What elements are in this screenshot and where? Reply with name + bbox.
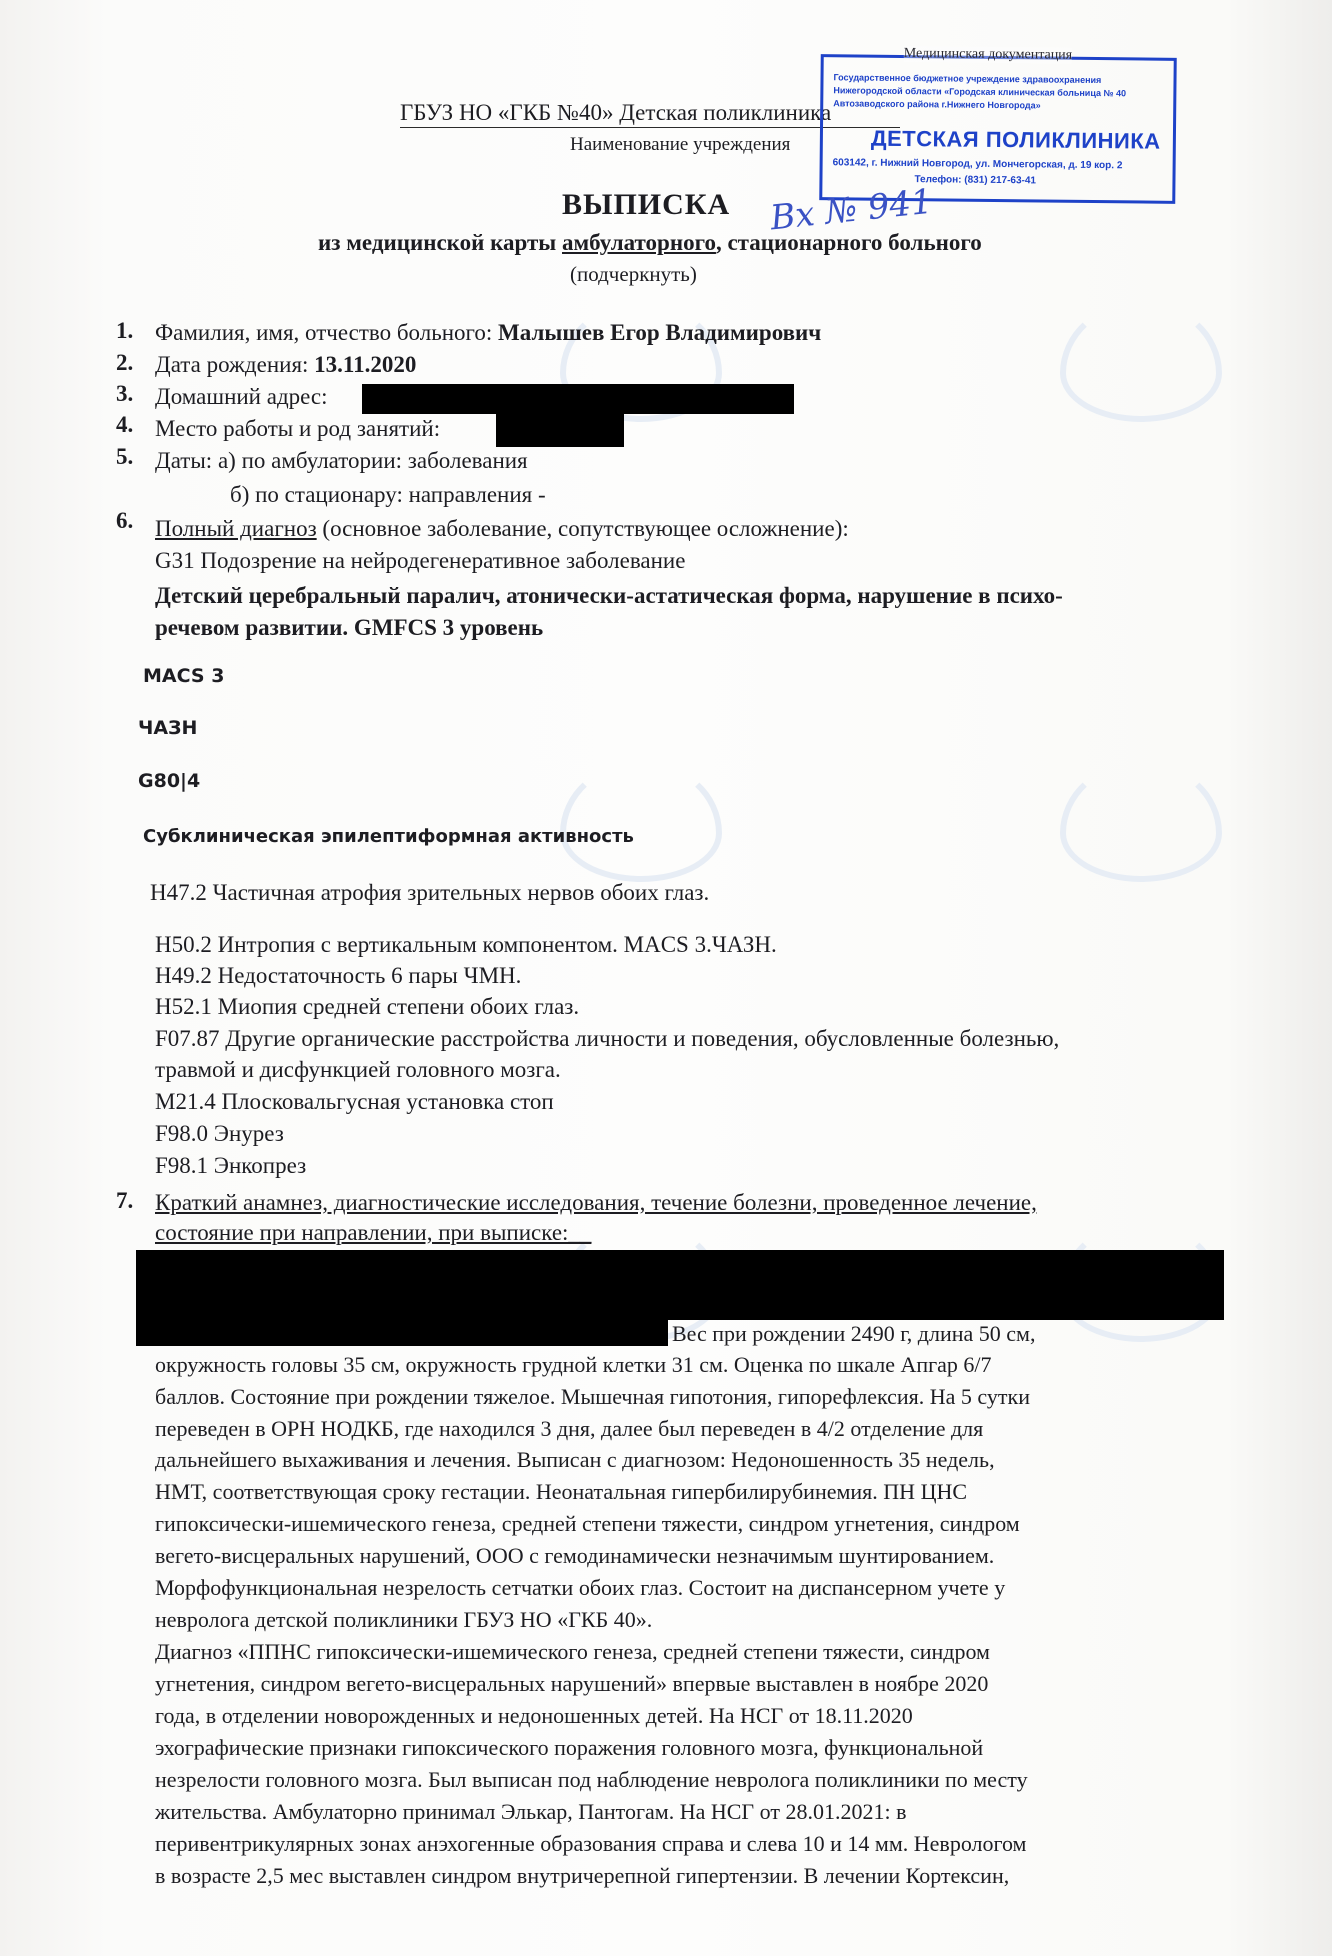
home-address-label: Домашний адрес: xyxy=(155,384,328,409)
patient-name: Малышев Егор Владимирович xyxy=(498,320,822,345)
field-label: Дата рождения: xyxy=(155,352,315,377)
patient-name-row xyxy=(155,320,821,346)
birth-date-row xyxy=(155,352,416,378)
anamnesis-line: в возрасте 2,5 мес выставлен синдром внутричерепной гипертензии. В лечении Кортексин, xyxy=(155,1863,1010,1888)
diagnosis-g80: G80|4 xyxy=(138,770,201,792)
diagnosis-f07-line1: F07.87 Другие органические расстройства личности и поведения, обусловленные болезнью, xyxy=(155,1026,1060,1051)
item-number: 3. xyxy=(116,381,134,406)
stamp-main-text: ДЕТСКАЯ ПОЛИКЛИНИКА xyxy=(870,125,1161,154)
item-number: 1. xyxy=(116,318,134,343)
diagnosis-h50: H50.2 Интропия с вертикальным компонентом. MACS 3.ЧАЗН. xyxy=(155,932,777,957)
document-note: (подчеркнуть) xyxy=(570,262,697,286)
stamp-address: 603142, г. Нижний Новгород, ул. Мончегорская, д. 19 кор. 2 xyxy=(832,157,1123,172)
anamnesis-line: эхографические признаки гипоксического поражения головного мозга, функциональной xyxy=(155,1735,984,1760)
stamp-phone: Телефон: (831) 217-63-41 xyxy=(914,174,1037,187)
subtitle-suffix: , стационарного больного xyxy=(715,230,982,255)
subtitle-prefix: из медицинской карты xyxy=(318,230,563,255)
watermark-heart-icon xyxy=(560,760,722,882)
anamnesis-heading-line2: состояние при направлении, при выписке:__ xyxy=(155,1220,592,1245)
anamnesis-line: жительства. Амбулаторно принимал Элькар, Пантогам. На НСГ от 28.01.2021: в xyxy=(155,1799,907,1824)
diagnosis-f98-1: F98.1 Энкопрез xyxy=(155,1153,307,1178)
workplace-label: Место работы и род занятий: xyxy=(155,416,441,441)
diagnosis-heading-underlined: Полный диагноз xyxy=(155,516,317,541)
diagnosis-h52: H52.1 Миопия средней степени обоих глаз. xyxy=(155,994,580,1019)
redacted-anamnesis-block xyxy=(136,1250,1224,1320)
redacted-address xyxy=(362,384,794,414)
anamnesis-line: угнетения, синдром вегето-висцеральных нарушений» впервые выставлен в ноябре 2020 xyxy=(155,1671,989,1696)
anamnesis-line: перивентрикулярных зонах анэхогенные образования справа и слева 10 и 14 мм. Неврологом xyxy=(155,1831,1027,1856)
handwritten-incoming-number: Вх № 941 xyxy=(768,181,935,239)
organization-name: ГБУЗ НО «ГКБ №40» Детская поликлиника xyxy=(400,100,832,125)
anamnesis-line: НМТ, соответствующая сроку гестации. Неонатальная гипербилирубинемия. ПН ЦНС xyxy=(155,1479,968,1504)
anamnesis-line: Морфофункциональная незрелость сетчатки обоих глаз. Состоит на диспансерном учете у xyxy=(155,1575,1006,1600)
diagnosis-macs: MACS 3 xyxy=(143,665,225,687)
item-number: 2. xyxy=(116,350,134,375)
watermark-heart-icon xyxy=(1060,760,1222,882)
redacted-workplace xyxy=(496,413,624,447)
document-subtitle xyxy=(318,230,982,256)
diagnosis-f07-line2: травмой и дисфункцией головного мозга. xyxy=(155,1057,561,1082)
dates-inpatient: б) по стационару: направления - xyxy=(230,482,546,507)
anamnesis-heading-line1: Краткий анамнез, диагностические исследования, течение болезни, проведенное лечение, xyxy=(155,1190,1037,1215)
diagnosis-m21: M21.4 Плосковальгусная установка стоп xyxy=(155,1089,554,1114)
birth-date: 13.11.2020 xyxy=(314,352,417,377)
redacted-anamnesis-line xyxy=(136,1318,668,1346)
anamnesis-line: незрелости головного мозга. Был выписан под наблюдение невролога поликлиники по месту xyxy=(155,1767,1028,1792)
diagnosis-chazn: ЧАЗН xyxy=(138,717,198,739)
anamnesis-line: Вес при рождении 2490 г, длина 50 см, xyxy=(672,1321,1036,1346)
clinic-stamp xyxy=(819,46,1177,204)
item-number: 5. xyxy=(116,444,134,469)
diagnosis-f98-0: F98.0 Энурез xyxy=(155,1121,284,1146)
anamnesis-line: Диагноз «ППНС гипоксически-ишемического генеза, средней степени тяжести, синдром xyxy=(155,1639,990,1664)
diagnosis-dcp-line2: речевом развитии. GMFCS 3 уровень xyxy=(155,615,544,640)
diagnosis-heading xyxy=(155,516,849,542)
anamnesis-line: невролога детской поликлиники ГБУЗ НО «ГКБ 40». xyxy=(155,1607,653,1632)
item-number: 6. xyxy=(116,508,134,533)
diagnosis-heading-rest: (основное заболевание, сопутствующее осложнение): xyxy=(316,516,849,541)
diagnosis-dcp-line1: Детский церебральный паралич, атонически-астатическая форма, нарушение в психо- xyxy=(155,583,1063,608)
anamnesis-line: баллов. Состояние при рождении тяжелое. Мышечная гипотония, гипорефлексия. На 5 сутки xyxy=(155,1384,1030,1409)
diagnosis-h47: H47.2 Частичная атрофия зрительных нервов обоих глаз. xyxy=(150,880,710,905)
anamnesis-line: вегето-висцеральных нарушений, ООО с гемодинамически незначимым шунтированием. xyxy=(155,1543,995,1568)
diagnosis-h49: H49.2 Недостаточность 6 пары ЧМН. xyxy=(155,963,522,988)
anamnesis-line: окружность головы 35 см, окружность грудной клетки 31 см. Оценка по шкале Апгар 6/7 xyxy=(155,1352,992,1377)
anamnesis-line: гипоксически-ишемического генеза, средней степени тяжести, синдром угнетения, синдром xyxy=(155,1511,1020,1536)
diagnosis-g31: G31 Подозрение на нейродегенеративное заболевание xyxy=(155,548,686,573)
watermark-heart-icon xyxy=(1060,300,1222,422)
item-number: 7. xyxy=(116,1188,134,1213)
anamnesis-line: дальнейшего выхаживания и лечения. Выписан с диагнозом: Недоношенность 35 недель, xyxy=(155,1447,995,1472)
stamp-institution: Государственное бюджетное учреждение здравоохранения Нижегородской области «Городская клиническая больница № 40 Автозаводского района г.Нижнего Новгорода» xyxy=(833,72,1127,111)
field-label: Фамилия, имя, отчество больного: xyxy=(155,320,499,345)
diagnosis-subclinical: Субклиническая эпилептиформная активность xyxy=(143,826,634,847)
stamp-top-text: Медицинская документация xyxy=(903,46,1073,63)
dates-outpatient: Даты: а) по амбулатории: заболевания xyxy=(155,448,528,473)
anamnesis-line: переведен в ОРН НОДКБ, где находился 3 дня, далее был переведен в 4/2 отделение для xyxy=(155,1416,984,1441)
item-number: 4. xyxy=(116,412,134,437)
document-title: ВЫПИСКА xyxy=(562,188,731,221)
organization-caption: Наименование учреждения xyxy=(570,134,791,155)
anamnesis-line: года, в отделении новорожденных и недоношенных детей. На НСГ от 18.11.2020 xyxy=(155,1703,913,1728)
subtitle-underlined: амбулаторного xyxy=(562,230,716,255)
